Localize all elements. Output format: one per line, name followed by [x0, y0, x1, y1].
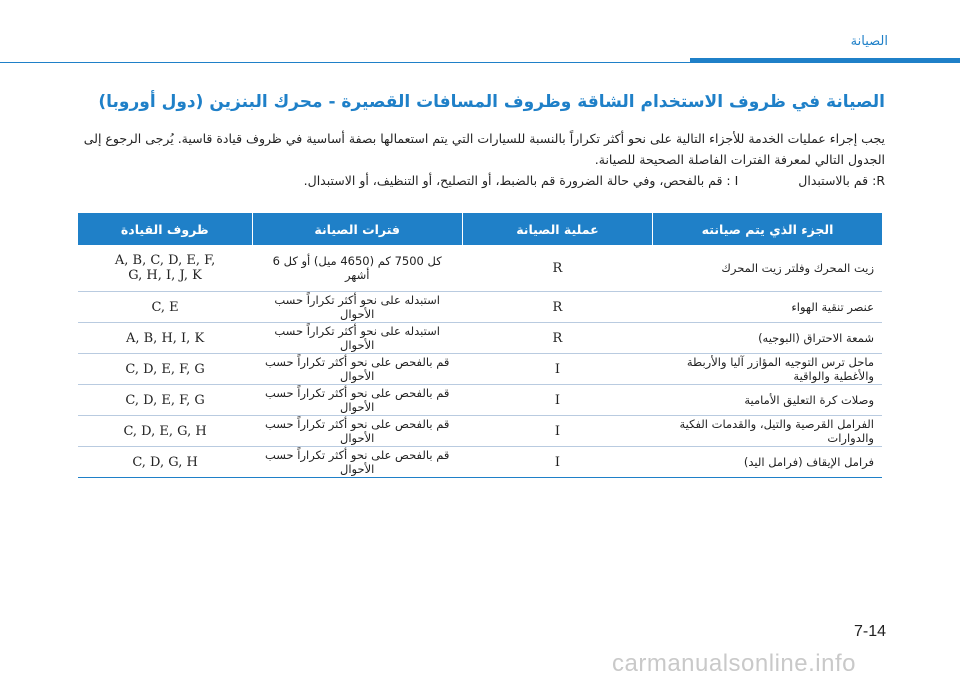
cell-conditions-line1: A, B, C, D, E, F,: [114, 253, 216, 268]
intro-block: [65, 128, 885, 191]
cell-part: شمعة الاحتراق (البوجيه): [653, 323, 882, 354]
cell-interval: استبدله على نحو أكثر تكراراً حسب الأحوال: [252, 292, 462, 323]
header-conditions: ظروف القيادة: [78, 213, 252, 245]
legend-replace: R: قم بالاستبدال: [798, 173, 885, 188]
cell-part: الفرامل القرصية والتيل، والقدمات الفكية والدوارات: [653, 416, 882, 447]
running-head-section: الصيانة: [850, 34, 888, 49]
cell-conditions: C, D, E, F, G: [78, 354, 252, 385]
cell-interval: استبدله على نحو أكثر تكراراً حسب الأحوال: [252, 323, 462, 354]
cell-conditions: C, E: [78, 292, 252, 323]
cell-conditions: C, D, G, H: [78, 447, 252, 478]
header-rule: [0, 62, 690, 63]
header-operation: عملية الصيانة: [462, 213, 652, 245]
cell-conditions: A, B, H, I, K: [78, 323, 252, 354]
intro-paragraph: يجب إجراء عمليات الخدمة للأجزاء التالية على نحو أكثر تكراراً بالنسبة للسيارات التي يتم استعمالها بصفة أساسية في ظروف قيادة قاسية. يُرجى الرجوع إلى الجدول التالي لمعرفة الفترات الفاصلة الصحيحة للصيانة.: [83, 131, 885, 167]
cell-part: زيت المحرك وفلتر زيت المحرك: [653, 245, 882, 292]
maintenance-table: [78, 213, 882, 478]
cell-operation: I: [462, 385, 652, 416]
table-row: [78, 447, 882, 478]
cell-conditions: C, D, E, G, H: [78, 416, 252, 447]
cell-operation: R: [462, 245, 652, 292]
cell-part: فرامل الإيقاف (فرامل اليد): [653, 447, 882, 478]
cell-operation: I: [462, 354, 652, 385]
cell-operation: R: [462, 323, 652, 354]
table-row: [78, 323, 882, 354]
cell-part: عنصر تنقية الهواء: [653, 292, 882, 323]
legend: [65, 170, 885, 191]
cell-operation: R: [462, 292, 652, 323]
cell-conditions: [78, 245, 252, 292]
cell-conditions-line2: G, H, I, J, K: [128, 268, 202, 283]
cell-part: ماحل ترس التوجيه المؤازر آليا والأربطة والأغطية والواقية: [653, 354, 882, 385]
cell-part: وصلات كرة التعليق الأمامية: [653, 385, 882, 416]
table-row: [78, 416, 882, 447]
cell-interval: كل 7500 كم (4650 ميل) أو كل 6 أشهر: [252, 245, 462, 292]
table-row: [78, 354, 882, 385]
table-row: [78, 245, 882, 292]
watermark: carmanualsonline.info: [612, 650, 856, 677]
table-row: [78, 292, 882, 323]
cell-conditions: C, D, E, F, G: [78, 385, 252, 416]
page-number: 7-14: [854, 623, 887, 640]
legend-inspect: I : قم بالفحص، وفي حالة الضرورة قم بالضبط، أو التصليح، أو التنظيف، أو الاستبدال.: [303, 173, 739, 188]
header-rule-accent: [690, 58, 960, 63]
cell-operation: I: [462, 447, 652, 478]
cell-interval: قم بالفحص على نحو أكثر تكراراً حسب الأحوال: [252, 354, 462, 385]
cell-interval: قم بالفحص على نحو أكثر تكراراً حسب الأحوال: [252, 385, 462, 416]
header-part: الجزء الذي يتم صيانته: [653, 213, 882, 245]
cell-interval: قم بالفحص على نحو أكثر تكراراً حسب الأحوال: [252, 416, 462, 447]
cell-operation: I: [462, 416, 652, 447]
cell-interval: قم بالفحص على نحو أكثر تكراراً حسب الأحوال: [252, 447, 462, 478]
table-row: [78, 385, 882, 416]
page-title: الصيانة في ظروف الاستخدام الشاقة وظروف المسافات القصيرة - محرك البنزين (دول أوروبا): [98, 92, 885, 112]
table-header-row: [78, 213, 882, 245]
header-interval: فترات الصيانة: [252, 213, 462, 245]
